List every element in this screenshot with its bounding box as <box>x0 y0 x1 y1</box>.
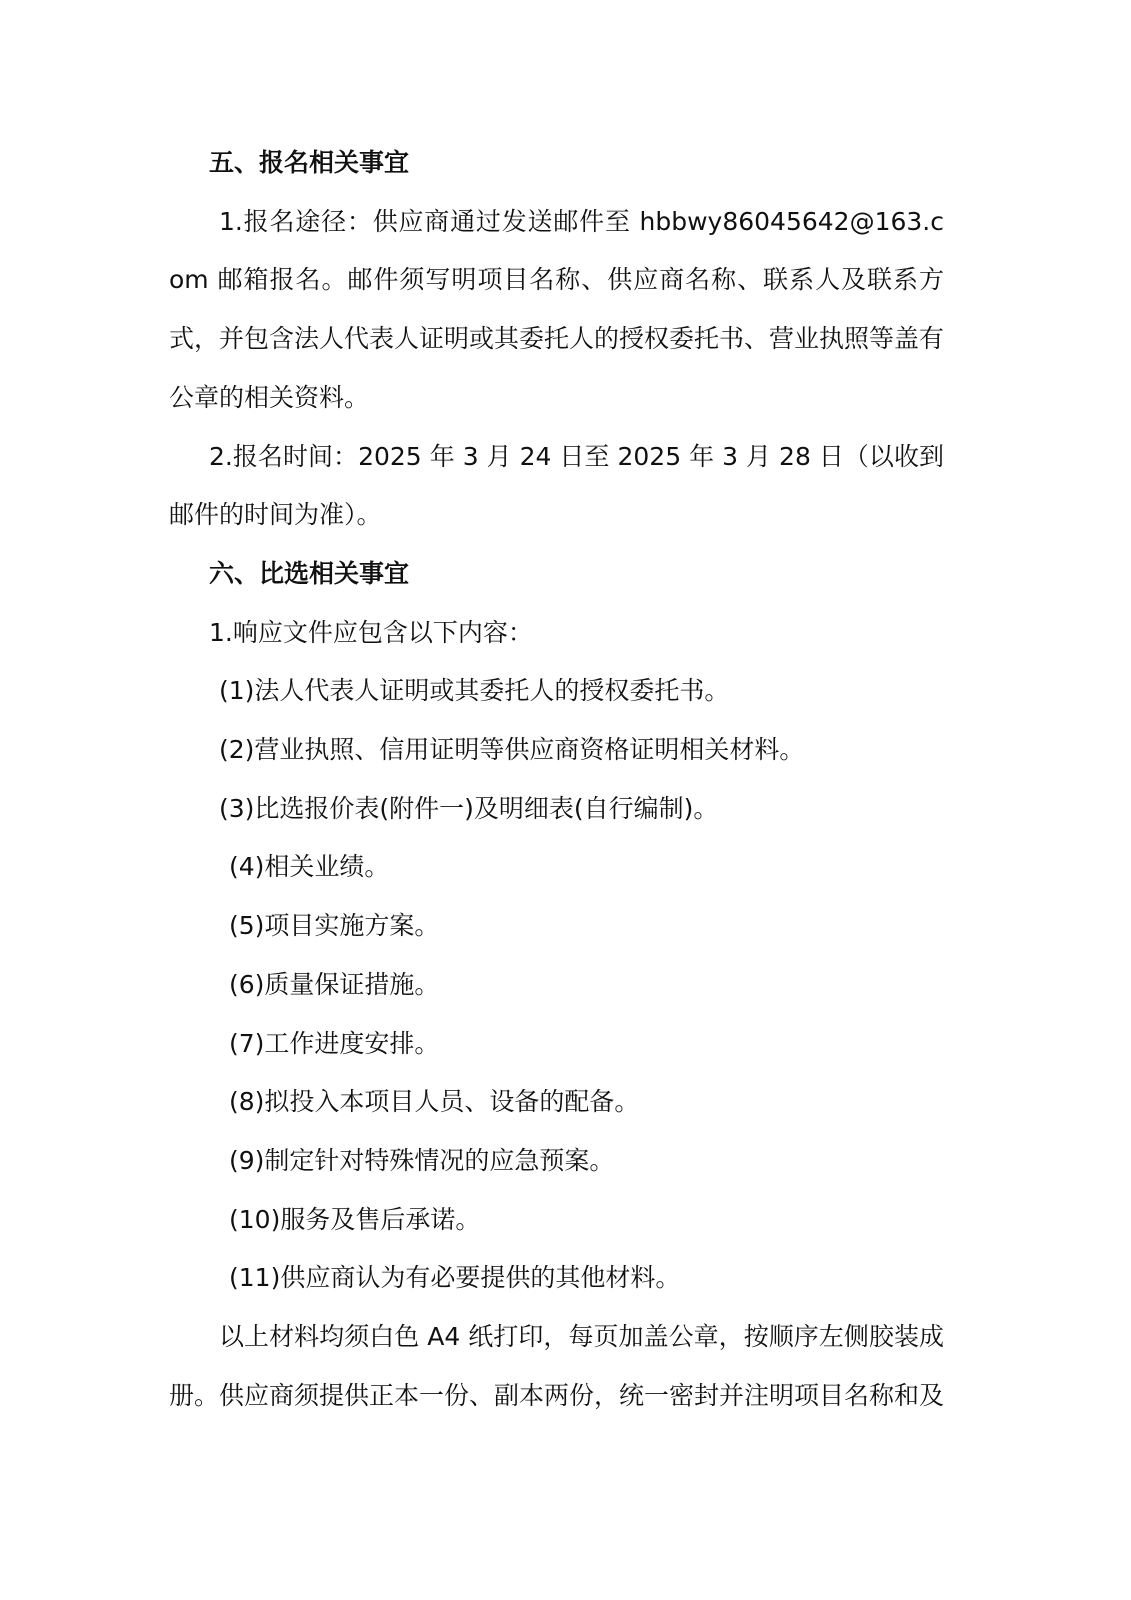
list-item: (1)法人代表人证明或其委托人的授权委托书。 <box>219 676 730 706</box>
list-item: (8)拟投入本项目人员、设备的配备。 <box>229 1087 640 1117</box>
section-heading-selection: 六、比选相关事宜 <box>209 558 410 588</box>
list-item: (4)相关业绩。 <box>229 852 390 882</box>
list-item: (10)服务及售后承诺。 <box>229 1204 481 1234</box>
binding-requirements-paragraph: 以上材料均须白色 A4 纸打印，每页加盖公章，按顺序左侧胶装成册。供应商须提供正本一份、副本两份，统一密封并注明项目名称和及 <box>169 1322 945 1410</box>
list-item: (3)比选报价表(附件一)及明细表(自行编制)。 <box>219 793 719 823</box>
list-item: (5)项目实施方案。 <box>229 911 440 941</box>
list-item: (11)供应商认为有必要提供的其他材料。 <box>229 1263 681 1293</box>
registration-method-paragraph: 1.报名途径：供应商通过发送邮件至 hbbwy86045642@163.com 邮箱报名。邮件须写明项目名称、供应商名称、联系人及联系方式，并包含法人代表人证明或其委托人的授权委托书、营业执照等盖有公章的相关资料。 <box>169 206 945 412</box>
response-document-intro: 1.响应文件应包含以下内容： <box>209 617 533 647</box>
list-item: (2)营业执照、信用证明等供应商资格证明相关材料。 <box>219 735 805 765</box>
document-body <box>169 134 944 1425</box>
list-item: (7)工作进度安排。 <box>229 1028 440 1058</box>
section-heading-registration: 五、报名相关事宜 <box>209 148 410 177</box>
registration-time-paragraph: 2.报名时间：2025 年 3 月 24 日至 2025 年 3 月 28 日（以收到邮件的时间为准）。 <box>169 441 944 530</box>
list-item: (6)质量保证措施。 <box>229 969 440 999</box>
list-item: (9)制定针对特殊情况的应急预案。 <box>229 1145 615 1175</box>
